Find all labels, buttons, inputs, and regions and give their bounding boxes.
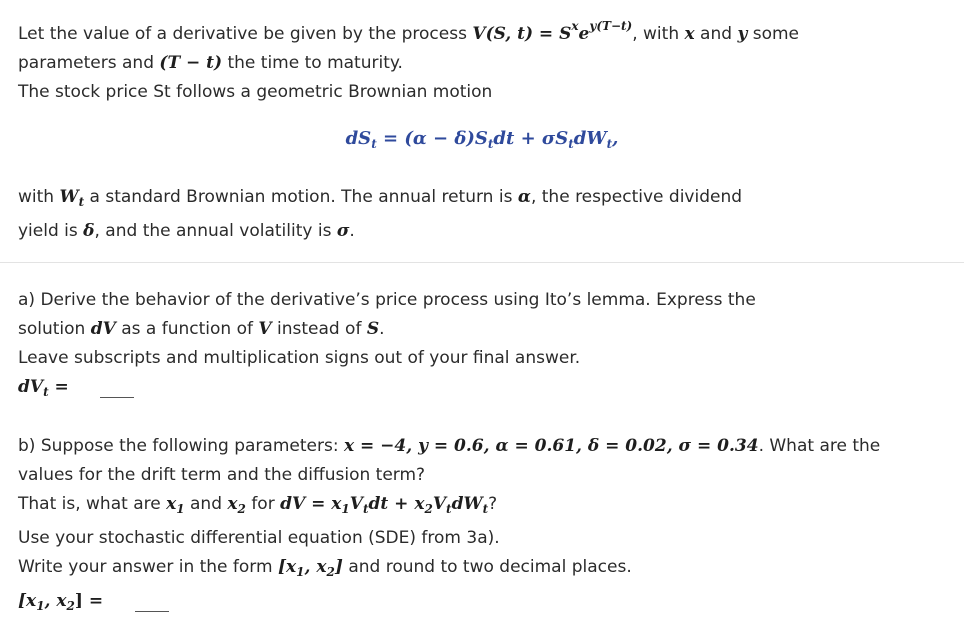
part-b: b) Suppose the following parameters: x = −4, y = 0.6, α = 0.61, δ = 0.02, σ = 0.34. What are the values for the drift term and the diffusion term? That is, what are $x_1$ and $x_2$ for dV = $x_1V_tdt + x_2V_tdW_t$? Use your stochastic differential equation (SDE) from 3a). Write your answer in the form [$x_1$, $x_2$] and round to two decimal places. [$x_1$, $x_2$] = xyxy=(18,436,881,613)
var-x: x xyxy=(684,24,695,44)
maturity-formula: (T − t) xyxy=(159,53,223,73)
gbm-equation: $dS_t = (\alpha - \delta)S_tdt + \sigma S_tdW_t$, xyxy=(345,128,619,151)
section-divider xyxy=(0,262,964,263)
answer-b-input[interactable] xyxy=(135,589,169,612)
brownian-W: $W_t$ xyxy=(59,187,85,209)
answer-a-input[interactable] xyxy=(100,375,134,398)
problem-intro: Let the value of a derivative be given by the process V(S, $t) = S^xe^{y(T-t)}$, with x and y some parameters and (T − t) the time to maturity. The stock price St follows a geometric Brownian motion xyxy=(18,19,800,102)
sigma-symbol: σ xyxy=(336,221,350,241)
answer-b-label: [$x_1$, $x_2$] = xyxy=(18,591,104,613)
part-a: a) Derive the behavior of the derivative’s price process using Ito’s lemma. Express the solution dV as a function of V instead of S. Leave subscripts and multiplication signs out of your final answer. $dV_t$ = xyxy=(18,290,756,399)
brownian-description: with $W_t$ a standard Brownian motion. The annual return is α, the respective dividend yield is δ, and the annual volatility is σ. xyxy=(18,187,743,241)
gbm-sentence: The stock price St follows a geometric Brownian motion xyxy=(18,82,493,102)
var-y: y xyxy=(737,24,748,44)
parameter-values: x = −4, y = 0.6, α = 0.61, δ = 0.02, σ = 0.34 xyxy=(343,436,759,456)
process-formula: V(S, $t) = S^xe^{y(T-t)}$ xyxy=(472,19,633,44)
delta-symbol: δ xyxy=(83,221,95,241)
intro-text: Let the value of a derivative be given by the process xyxy=(18,24,467,44)
alpha-symbol: α xyxy=(517,187,531,207)
answer-a-label: $dV_t$ = xyxy=(18,377,69,399)
sde-form: dV = $x_1V_tdt + x_2V_tdW_t$ xyxy=(280,494,489,516)
